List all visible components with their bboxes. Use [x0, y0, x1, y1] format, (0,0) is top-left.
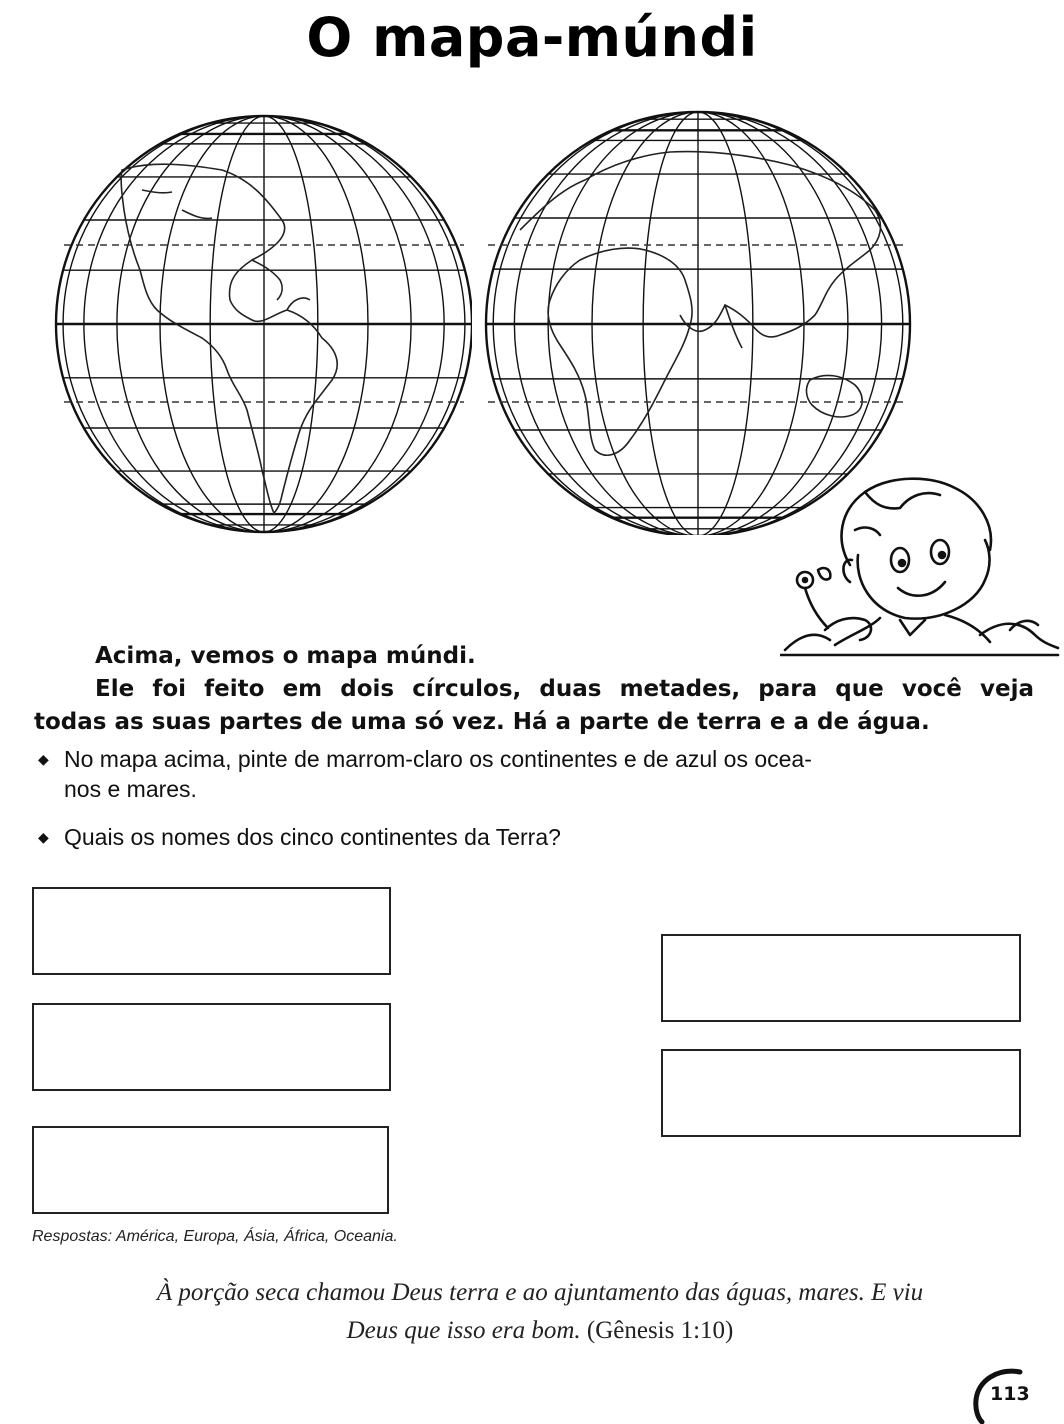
bullet-diamond-icon: ◆ [38, 751, 49, 767]
intro-line: Acima, vemos o mapa múndi. [95, 643, 476, 669]
answer-box-3[interactable] [32, 1126, 389, 1214]
answer-box-2[interactable] [32, 1003, 391, 1091]
verse-reference: (Gênesis 1:10) [586, 1317, 734, 1344]
page-title: O mapa-múndi [306, 6, 758, 69]
answers-key: Respostas: América, Europa, Ásia, África, Oceania. [32, 1228, 398, 1245]
verse-text: À porção seca chamou Deus terra e ao ajuntamento das águas, mares. E viu [156, 1279, 924, 1306]
instruction-text: No mapa acima, pinte de marrom-claro os continentes e de azul os ocea- [64, 746, 812, 772]
western-hemisphere-globe [52, 110, 472, 535]
explanation-line: Ele foi feito em dois círculos, duas metades, para que você veja [95, 676, 1034, 702]
answer-box-4[interactable] [661, 934, 1021, 1022]
verse-text-continued: Deus que isso era bom. [346, 1317, 581, 1344]
instruction-bullet-paint-continued: nos e mares. [64, 776, 197, 802]
explanation-line-continued: todas as suas partes de uma só vez. Há a parte de terra e a de água. [34, 709, 930, 735]
answer-box-1[interactable] [32, 887, 391, 975]
bible-verse [40, 1274, 1040, 1350]
boy-with-flower-illustration [780, 470, 1060, 660]
page-number: 113 [990, 1383, 1030, 1405]
answer-box-5[interactable] [661, 1049, 1021, 1137]
question-text: Quais os nomes dos cinco continentes da Terra? [64, 824, 561, 850]
bullet-diamond-icon: ◆ [38, 829, 49, 845]
